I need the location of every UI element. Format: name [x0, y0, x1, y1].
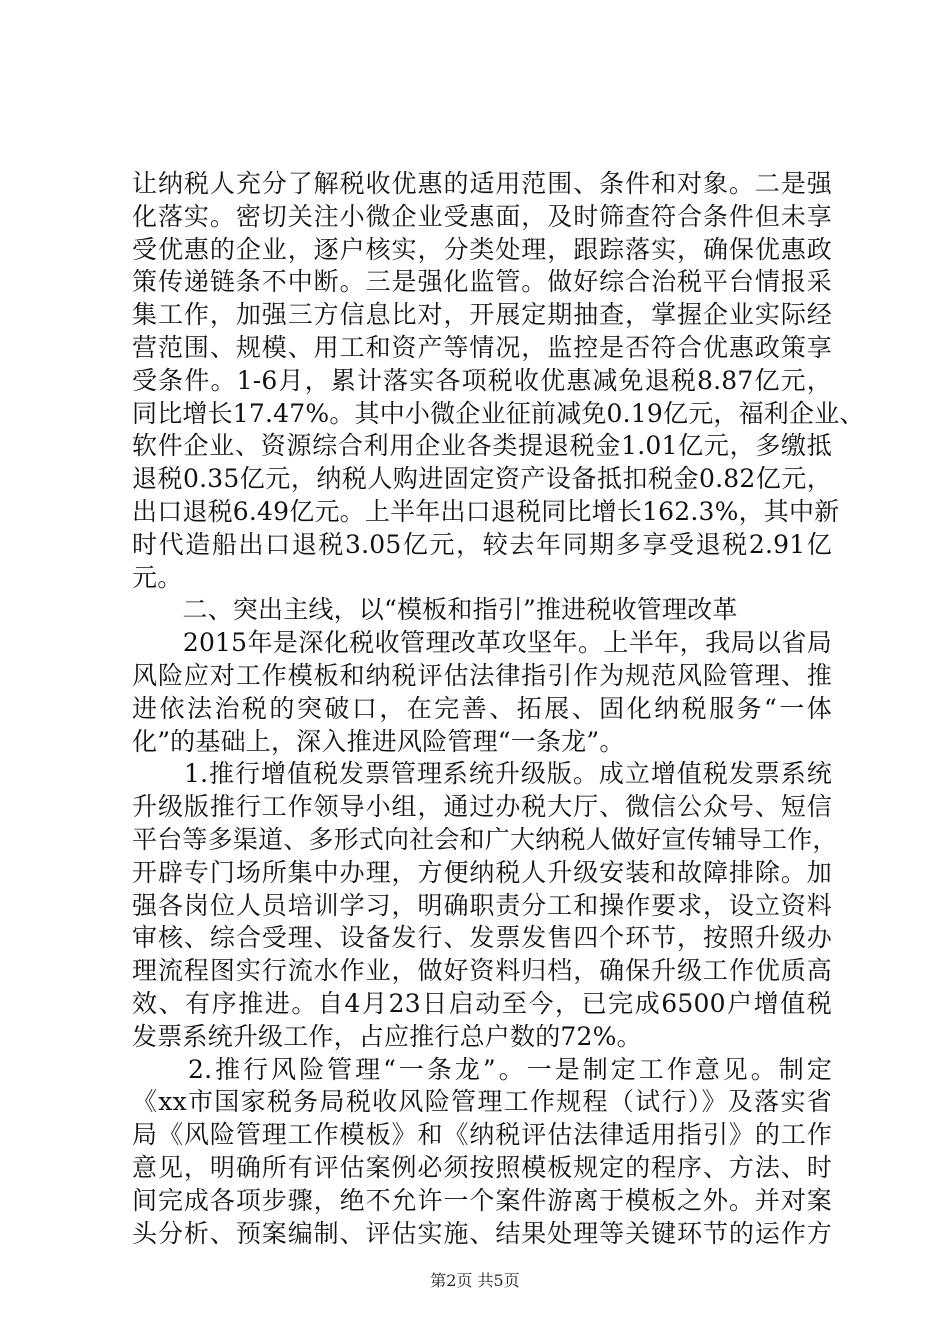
text-line: 升级版推行工作领导小组，通过办税大厅、微信公众号、短信: [132, 792, 832, 822]
text-line: 退税0.35亿元，纳税人购进固定资产设备抵扣税金0.82亿元，: [132, 464, 832, 494]
text-line: 受优惠的企业，逐户核实，分类处理，跟踪落实，确保优惠政: [132, 234, 832, 264]
text-line: 出口退税6.49亿元。上半年出口退税同比增长162.3%，其中新: [132, 496, 840, 526]
text-line: 软件企业、资源综合利用企业各类提退税金1.01亿元，多缴抵: [132, 431, 832, 461]
text-line: 局《风险管理工作模板》和《纳税评估法律适用指引》的工作: [132, 1120, 832, 1150]
text-line: 让纳税人充分了解税收优惠的适用范围、条件和对象。二是强: [132, 169, 832, 198]
text-line: 元。: [132, 562, 183, 592]
document-body: [132, 168, 865, 1250]
text-line: 间完成各项步骤，绝不允许一个案件游离于模板之外。并对案: [132, 1185, 832, 1215]
section-heading: 二、突出主线，以“模板和指引”推进税收管理改革: [132, 595, 738, 625]
text-line: 营范围、规模、用工和资产等情况，监控是否符合优惠政策享: [132, 332, 832, 362]
text-line: 头分析、预案编制、评估实施、结果处理等关键环节的运作方: [132, 1218, 832, 1248]
text-line: 1.推行增值税发票管理系统升级版。成立增值税发票系统: [132, 759, 832, 789]
text-line: 化落实。密切关注小微企业受惠面，及时筛查符合条件但未享: [132, 201, 832, 231]
text-line: 受条件。1-6月，累计落实各项税收优惠减免退税8.87亿元，: [132, 365, 832, 395]
text-line: 理流程图实行流水作业，做好资料归档，确保升级工作优质高: [132, 956, 832, 986]
text-line: 时代造船出口退税3.05亿元，较去年同期多享受退税2.91亿: [132, 529, 832, 559]
text-line: 发票系统升级工作，占应推行总户数的72%。: [132, 1021, 642, 1051]
text-line: 风险应对工作模板和纳税评估法律指引作为规范风险管理、推: [132, 660, 832, 690]
text-line: 意见，明确所有评估案例必须按照模板规定的程序、方法、时: [132, 1152, 832, 1182]
text-line: 化”的基础上，深入推进风险管理“一条龙”。: [132, 726, 625, 756]
text-line: 效、有序推进。自4月23日启动至今，已完成6500户增值税: [132, 988, 832, 1018]
text-line: 进依法治税的突破口，在完善、拓展、固化纳税服务“一体: [132, 693, 832, 723]
text-line: 平台等多渠道、多形式向社会和广大纳税人做好宣传辅导工作，: [132, 824, 838, 854]
text-line: 同比增长17.47%。其中小微企业征前减免0.19亿元，福利企业、: [132, 398, 865, 428]
text-line: 开辟专门场所集中办理，方便纳税人升级安装和故障排除。加: [132, 857, 832, 887]
text-line: 策传递链条不中断。三是强化监管。做好综合治税平台情报采: [132, 267, 832, 297]
text-line: 集工作，加强三方信息比对，开展定期抽查，掌握企业实际经: [132, 300, 832, 330]
text-line: 2015年是深化税收管理改革攻坚年。上半年，我局以省局: [132, 628, 832, 658]
text-line: 《xx市国家税务局税收风险管理工作规程（试行）》及落实省: [132, 1087, 832, 1117]
text-line: 2.推行风险管理“一条龙”。一是制定工作意见。制定: [132, 1054, 832, 1084]
text-line: 强各岗位人员培训学习，明确职责分工和操作要求，设立资料: [132, 890, 832, 920]
page-number-footer: 第2页 共5页: [430, 1271, 520, 1290]
text-line: 审核、综合受理、设备发行、发票发售四个环节，按照升级办: [132, 923, 832, 953]
